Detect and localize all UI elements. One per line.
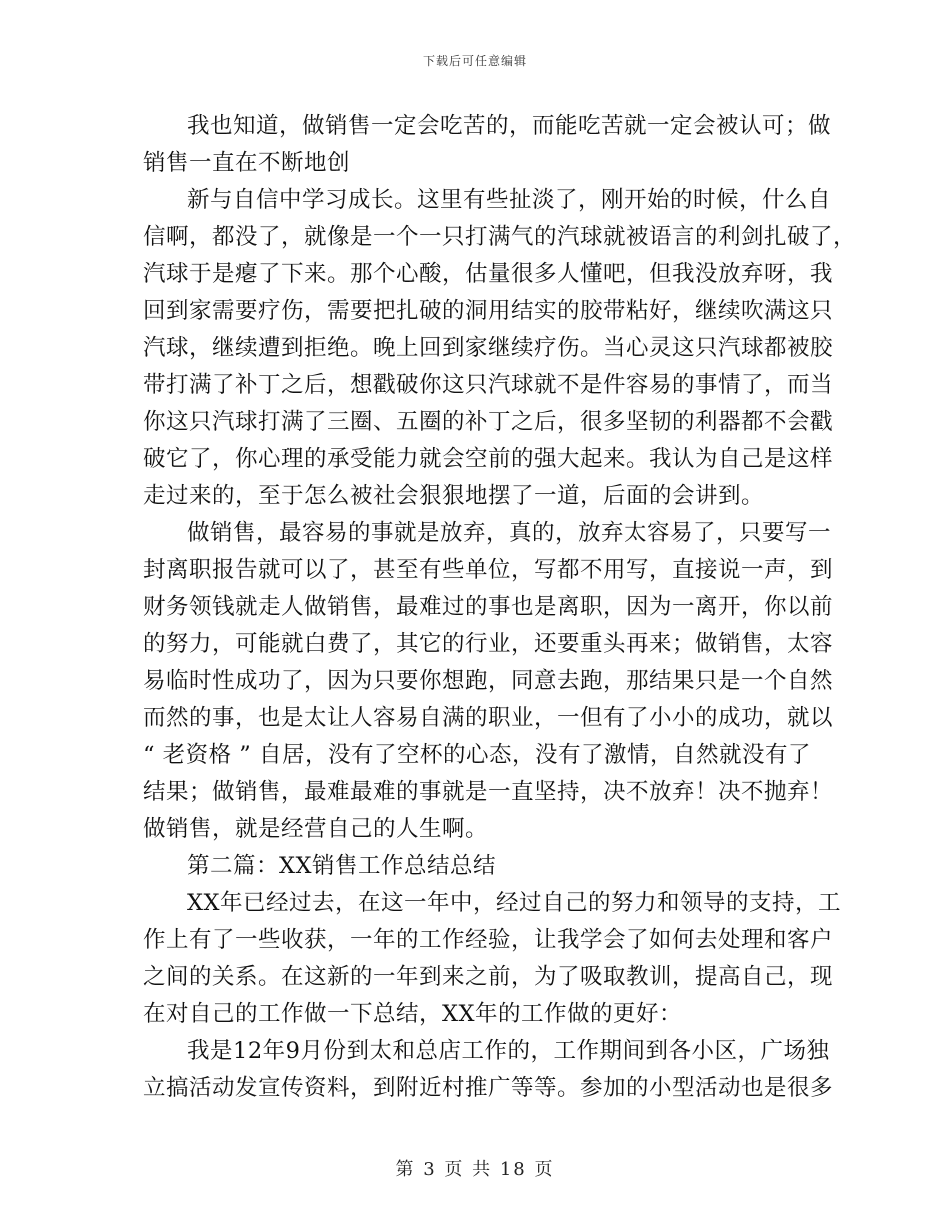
- section-heading: [143, 848, 808, 885]
- paragraph-2: [143, 182, 857, 515]
- text-line: 回到家需要疗伤，需要把扎破的洞用结实的胶带粘好，继续吹满这只: [143, 298, 834, 324]
- text-line: 新与自信中学习成长。这里有些扯淡了，刚开始的时候，什么自: [187, 187, 832, 213]
- paragraph-4: [143, 885, 842, 1033]
- document-body: [143, 108, 857, 1107]
- text-line: 立搞活动发宣传资料，到附近村推广等等。参加的小型活动也是很多: [143, 1075, 834, 1101]
- text-line: 走过来的，至于怎么被社会狠狠地摆了一道，后面的会讲到。: [143, 483, 765, 509]
- paragraph-5: [143, 1033, 834, 1107]
- text-line: 作上有了一些收获，一年的工作经验，让我学会了如何去处理和客户: [143, 927, 834, 953]
- text-line: 信啊，都没了，就像是一个一只打满气的汽球就被语言的利剑扎破了，: [143, 224, 857, 250]
- text-line: 做销售，就是经营自己的人生啊。: [143, 816, 489, 842]
- text-line: 的努力，可能就白费了，其它的行业，还要重头再来；做销售，太容: [143, 631, 834, 657]
- section-title: 第二篇：XX销售工作总结总结: [187, 853, 497, 879]
- text-line: 而然的事，也是太让人容易自满的职业，一但有了小小的成功，就以: [143, 705, 834, 731]
- paragraph-1: [143, 108, 832, 182]
- text-line: 结果；做销售，最难最难的事就是一直坚持，决不放弃！决不抛弃！: [143, 779, 834, 805]
- text-line: 财务领钱就走人做销售，最难过的事也是离职，因为一离开，你以前: [143, 594, 834, 620]
- text-line: 销售一直在不断地创: [143, 150, 351, 176]
- text-line: 破它了，你心理的承受能力就会空前的强大起来。我认为自己是这样: [143, 446, 834, 472]
- text-line: XX年已经过去，在这一年中，经过自己的努力和领导的支持，工: [187, 890, 842, 916]
- text-line: 汽球，继续遭到拒绝。晚上回到家继续疗伤。当心灵这只汽球都被胶: [143, 335, 834, 361]
- text-line: 我是12年9月份到太和总店工作的，工作期间到各小区，广场独: [187, 1038, 830, 1064]
- text-line: 之间的关系。在这新的一年到来之前，为了吸取教训，提高自己，现: [143, 964, 834, 990]
- text-line: 在对自己的工作做一下总结，XX年的工作做的更好：: [143, 1001, 683, 1027]
- text-line: “ 老资格 ” 自居，没有了空杯的心态，没有了激情，自然就没有了: [143, 742, 811, 768]
- text-line: 汽球于是瘪了下来。那个心酸，估量很多人懂吧，但我没放弃呀，我: [143, 261, 834, 287]
- text-line: 易临时性成功了，因为只要你想跑，同意去跑，那结果只是一个自然: [143, 668, 834, 694]
- page-number-footer: 第 3 页 共 18 页: [395, 1159, 555, 1180]
- paragraph-3: [143, 515, 834, 848]
- page-header: 下载后可任意编辑: [422, 54, 527, 68]
- text-line: 封离职报告就可以了，甚至有些单位，写都不用写，直接说一声，到: [143, 557, 834, 583]
- text-line: 带打满了补丁之后，想戳破你这只汽球就不是件容易的事情了，而当: [143, 372, 834, 398]
- text-line: 你这只汽球打满了三圈、五圈的补丁之后，很多坚韧的利器都不会戳: [143, 409, 834, 435]
- text-line: 做销售，最容易的事就是放弃，真的，放弃太容易了，只要写一: [187, 520, 832, 546]
- text-line: 我也知道，做销售一定会吃苦的，而能吃苦就一定会被认可；做: [187, 113, 832, 139]
